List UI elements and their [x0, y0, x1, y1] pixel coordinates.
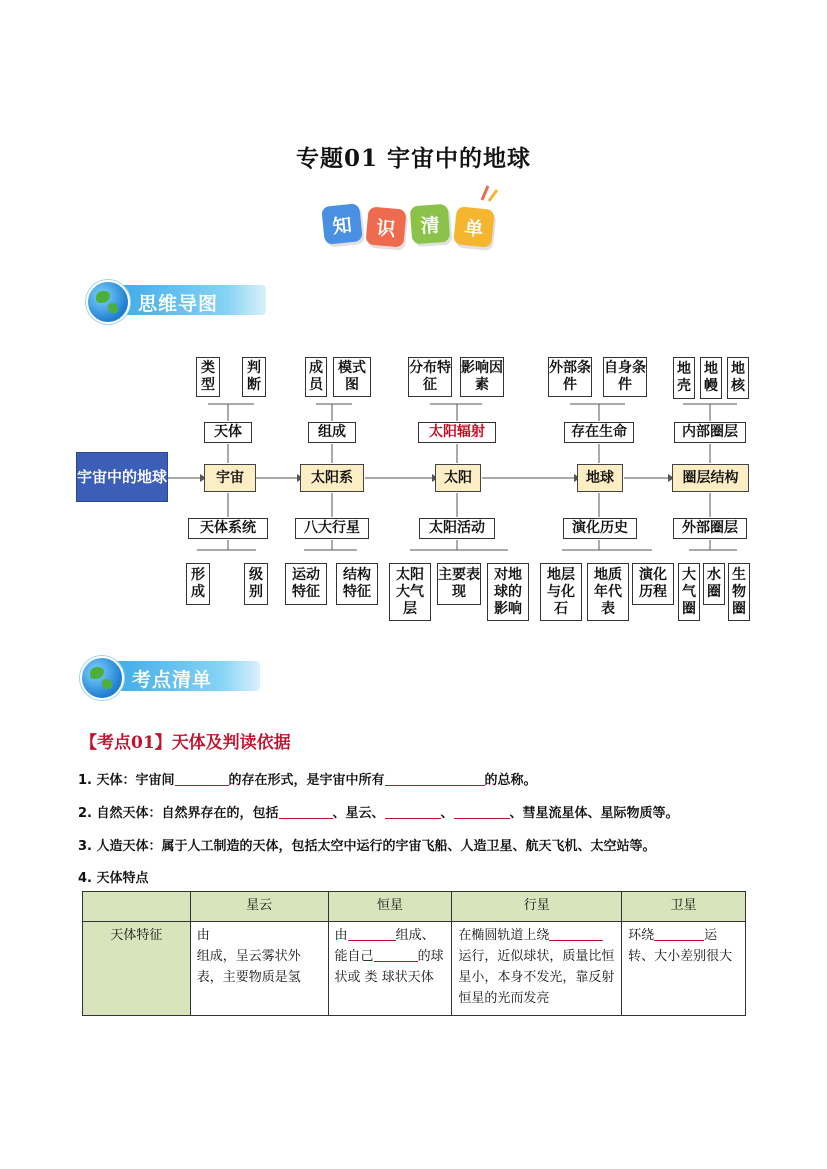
- blank-field: [175, 772, 229, 786]
- table-row-label: 天体特征: [83, 922, 191, 1016]
- table-row: [83, 922, 746, 1016]
- mindmap-leaf-distribution: 分布特征: [408, 357, 452, 397]
- blank-field: [385, 805, 441, 819]
- blank-field: [454, 805, 510, 819]
- cell-text: 在椭圆轨道上绕: [458, 928, 550, 943]
- item-2-text-b: 、星云、: [332, 806, 385, 821]
- blank-field: [654, 927, 704, 941]
- cell-text: 由: [334, 928, 348, 943]
- table-cell-planet: [452, 922, 622, 1016]
- mindmap-leaf-solar-atmosphere: 太阳大气层: [389, 563, 431, 621]
- exam-banner-label: 考点清单: [132, 669, 213, 691]
- mindmap-root: 宇宙中的地球: [76, 452, 168, 502]
- mindmap-mid-solar-radiation: 太阳辐射: [418, 422, 496, 443]
- table-header-row: [83, 892, 746, 922]
- table-header: 星云: [190, 892, 328, 922]
- blank-field: [374, 948, 418, 962]
- mindmap-mid-outer-spheres: 外部圈层: [673, 518, 747, 539]
- blank-field: [385, 772, 485, 786]
- mindmap-leaf-mantle: 地幔: [700, 357, 722, 399]
- cell-text: 环绕: [628, 928, 655, 943]
- mindmap-mid-celestial-system: 天体系统: [188, 518, 268, 539]
- mindmap-mid-celestial-body: 天体: [204, 422, 252, 443]
- mindmap-leaf-evolution-process: 演化历程: [632, 563, 674, 605]
- item-2-text-a: 2. 自然天体：自然界存在的，包括: [78, 806, 279, 821]
- table-cell-star: [328, 922, 452, 1016]
- mindmap-leaf-model-diagram: 模式图: [333, 357, 371, 397]
- mindmap-mid-solar-activity: 太阳活动: [419, 518, 495, 539]
- mindmap-core-universe: 宇宙: [204, 464, 256, 492]
- mindmap-mid-life-existence: 存在生命: [564, 422, 634, 443]
- mindmap-leaf-formation: 形成: [186, 563, 210, 605]
- table-header: 恒星: [328, 892, 452, 922]
- mindmap-leaf-strata-fossils: 地层与化石: [540, 563, 582, 621]
- table-header: 行星: [452, 892, 622, 922]
- mindmap-leaf-crust: 地壳: [673, 357, 695, 399]
- mindmap-leaf-own-conditions: 自身条件: [603, 357, 647, 397]
- blank-field: [279, 805, 333, 819]
- mindmap-core-sphere-structure: 圈层结构: [672, 464, 749, 492]
- celestial-features-table: [82, 891, 746, 1016]
- mindmap-mid-composition: 组成: [308, 422, 356, 443]
- badge-char-1: 知: [321, 203, 363, 245]
- mindmap-leaf-motion-features: 运动特征: [285, 563, 327, 605]
- badge-char-2: 识: [365, 206, 406, 247]
- cell-text: 组成、能自己: [334, 928, 435, 964]
- badge-char-4: 单: [453, 206, 495, 248]
- mindmap-leaf-atmosphere: 大气圈: [678, 563, 700, 621]
- mindmap-mid-evolution-history: 演化历史: [563, 518, 637, 539]
- table-cell-nebula: [190, 922, 328, 1016]
- item-2-text-c: 、: [440, 806, 454, 821]
- mindmap-leaf-core: 地核: [727, 357, 749, 399]
- item-1-text-c: 的总称。: [484, 773, 537, 788]
- mindmap-mid-eight-planets: 八大行星: [295, 518, 369, 539]
- item-2: [78, 802, 679, 821]
- table-cell-satellite: [622, 922, 746, 1016]
- globe-icon: [80, 656, 124, 700]
- mindmap-leaf-geologic-timescale: 地质年代表: [587, 563, 629, 621]
- page-title: 专题01 宇宙中的地球: [295, 145, 531, 172]
- exam-banner: [80, 656, 260, 694]
- cell-text: 运行，近似球状，质量比恒星小，本身不发光，靠反射恒星的光而发亮: [458, 949, 615, 1006]
- item-4: 4. 天体特点: [78, 871, 149, 886]
- mindmap-leaf-structure-features: 结构特征: [336, 563, 378, 605]
- table-header: 卫星: [622, 892, 746, 922]
- table-header: [83, 892, 191, 922]
- badge-char-3: 清: [410, 204, 451, 245]
- exam-point-heading: 【考点01】天体及判读依据: [80, 733, 291, 753]
- item-2-text-d: 、彗星流星体、星际物质等。: [509, 806, 679, 821]
- blank-field: [549, 927, 603, 941]
- cell-text: 组成，呈云雾状外表，主要物质是氢: [196, 949, 301, 985]
- item-1: [78, 769, 537, 788]
- cell-text: 由: [196, 928, 210, 943]
- mindmap-leaf-biosphere: 生物圈: [728, 563, 750, 621]
- mindmap-leaf-type: 类型: [196, 357, 220, 397]
- mindmap-core-sun: 太阳: [435, 464, 481, 492]
- mindmap-core-earth: 地球: [577, 464, 623, 492]
- mindmap-leaf-level: 级别: [244, 563, 268, 605]
- mindmap-core-solar-system: 太阳系: [300, 464, 364, 492]
- mindmap-mid-inner-spheres: 内部圈层: [674, 422, 746, 443]
- mindmap-leaf-impact-on-earth: 对地球的影响: [487, 563, 529, 621]
- cell-text: 运转、大小差别很大: [628, 928, 733, 964]
- mindmap-banner-label: 思维导图: [138, 293, 219, 315]
- mindmap-leaf-factors: 影响因素: [460, 357, 504, 397]
- cell-text: 的球状或 类 球状天体: [334, 949, 444, 985]
- mindmap-leaf-main-manifestations: 主要表现: [437, 563, 481, 605]
- mindmap-leaf-hydrosphere: 水圈: [703, 563, 725, 605]
- mindmap-leaf-judge: 判断: [242, 357, 266, 397]
- mindmap-leaf-external-conditions: 外部条件: [548, 357, 592, 397]
- mindmap-leaf-members: 成员: [305, 357, 327, 397]
- blank-field: [348, 927, 396, 941]
- item-1-text-a: 1. 天体：宇宙间: [78, 773, 175, 788]
- item-3: 3. 人造天体：属于人工制造的天体，包括太空中运行的宇宙飞船、人造卫星、航天飞机、太空站等。: [78, 839, 656, 854]
- item-1-text-b: 的存在形式，是宇宙中所有: [228, 773, 385, 788]
